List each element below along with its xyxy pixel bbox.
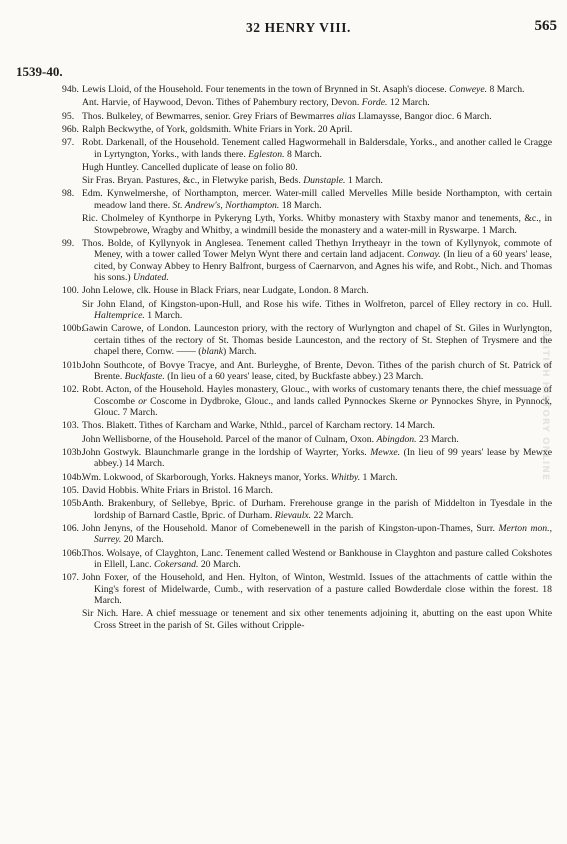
calendar-entry bbox=[0, 608, 567, 631]
entry-text: John Gostwyk. Blaunchmarle grange in the lordship of Wayrter, Yorks. Mewxe. (In lieu of 99 years' lease by Mewxe abbey.) 14 March. bbox=[82, 446, 552, 470]
entry-text: Thos. Bolde, of Kyllynyok in Anglesea. Tenement called Thethyn Irrytheayr in the town of Kyllynyok, commote of Meney, with a tower called Tower Melyn Wynt there and certain land adjacent. Conway. (In lieu of a 60 years' lease, cited, by Conway Abbey to Henry Balfront, burgess of Caernarvon, and Agnes his wife, and Robt., Nich. and Thomas his sons.) Undated. bbox=[82, 237, 552, 284]
folio-number: 98. bbox=[62, 188, 75, 200]
calendar-entry bbox=[0, 447, 567, 470]
entry-text: Sir Nich. Hare. A chief messuage or tenement and six other tenements adjoining it, abutting on the east upon White Cross Street in the parish of St. Giles without Cripple- bbox=[82, 608, 552, 631]
entry-text: Lewis Lloid, of the Household. Four tenements in the town of Brynned in St. Asaph's diocese. Conweye. 8 March. bbox=[82, 84, 525, 95]
folio-number: 95. bbox=[62, 110, 75, 122]
entry-text: Hugh Huntley. Cancelled duplicate of lease on folio 80. bbox=[82, 161, 298, 173]
calendar-entry bbox=[0, 299, 567, 322]
folio-number bbox=[0, 97, 82, 108]
calendar-entry bbox=[0, 485, 567, 496]
folio-number: 106. bbox=[62, 522, 79, 534]
folio-number: 103. bbox=[62, 420, 79, 432]
entry-text: John Jenyns, of the Household. Manor of Comebenewell in the parish of Kingston-upon-Thames, Surr. Merton mon., Surrey. 20 March. bbox=[82, 522, 552, 546]
entry-text: Sir Fras. Bryan. Pastures, &c., in Fletwyke parish, Beds. Dunstaple. 1 March. bbox=[82, 175, 383, 187]
calendar-entry bbox=[0, 175, 567, 186]
entry-text: Robt. Darkenall, of the Household. Tenement called Hagwormehall in Baldersdale, Yorks., and another called le Cragge in Lyrtyngton, Yorks., with lands there. Egleston. 8 March. bbox=[82, 137, 552, 160]
folio-number: 102. bbox=[62, 384, 79, 396]
calendar-entry bbox=[0, 285, 567, 296]
calendar-entry bbox=[0, 238, 567, 284]
folio-number bbox=[0, 162, 82, 173]
entry-text: Gawin Carowe, of London. Launceston priory, with the rectory of Wurlyngton and chapel of St. Giles in Wurlyngton, certain tithes of the rectory of St. Thomas beside Launceston, and the rectory of St. Stephen of Trysmere and the chapel there, Cornw. —— (blank) March. bbox=[82, 323, 552, 358]
entry-text: Sir John Eland, of Kingston-upon-Hull, and Rose his wife. Tithes in Wolfreton, parcel of Elley rectory in co. Hull. Haltemprice. 1 March. bbox=[82, 298, 552, 322]
folio-number: 105. bbox=[62, 484, 79, 496]
entry-text: John Wellisborne, of the Household. Parcel of the manor of Culnam, Oxon. Abingdon. 23 March. bbox=[82, 433, 459, 445]
calendar-entry bbox=[0, 137, 567, 160]
calendar-entry bbox=[0, 111, 567, 122]
folio-number: 106b. bbox=[62, 547, 84, 559]
folio-number: 103b. bbox=[62, 446, 84, 458]
entry-text: Ric. Cholmeley of Kynthorpe in Pykeryng Lyth, Yorks. Whitby monastery with Staxby manor and tenements, &c., in Stowpebrowe, Wragby and Whitby, a windmill beside the monastery and a water-mill in Ryswarpe. 1 March. bbox=[82, 213, 552, 236]
calendar-entry bbox=[0, 97, 567, 108]
folio-number: 96b. bbox=[62, 123, 79, 135]
folio-number: 104b. bbox=[62, 471, 84, 483]
folio-number: 94b. bbox=[62, 84, 79, 95]
calendar-entry bbox=[0, 420, 567, 431]
calendar-entry bbox=[0, 84, 567, 95]
page-header bbox=[40, 18, 557, 38]
calendar-entry bbox=[0, 213, 567, 236]
page-number: 565 bbox=[534, 18, 557, 34]
calendar-entry bbox=[0, 162, 567, 173]
entry-text: Thos. Blakett. Tithes of Karcham and Warke, Nthld., parcel of Karcham rectory. 14 March. bbox=[82, 420, 435, 432]
entry-text: Wm. Lokwood, of Skarborough, Yorks. Hakneys manor, Yorks. Whitby. 1 March. bbox=[82, 471, 398, 483]
calendar-entry bbox=[0, 124, 567, 135]
calendar-entry bbox=[0, 572, 567, 606]
watermark: BRITISH HISTORY ONLINE bbox=[540, 330, 550, 481]
folio-number: 107. bbox=[62, 572, 79, 584]
entry-text: Anth. Brakenbury, of Sellebye, Bpric. of Durham. Frerehouse grange in the parish of Middelton in Tyesdale in the lordship of Barnard Castle, Bpric. of Durham. Rievaulx. 22 March. bbox=[82, 498, 552, 521]
entry-text: Thos. Wolsaye, of Clayghton, Lanc. Tenement called Westend or Bankhouse in Clayghton and pasture called Cokshotes in Ellell, Lanc. Cokersand. 20 March. bbox=[82, 547, 552, 571]
entry-text: Ralph Beckwythe, of York, goldsmith. White Friars in York. 20 April. bbox=[82, 123, 353, 135]
entry-text: Robt. Acton, of the Household. Hayles monastery, Glouc., with works of customary tenants there, the chief messuage of Coscombe or Coscome in Dydbroke, Glouc., and lands called Pynnockes Skerne or Pynnockes Shyre, in Pynnock, Glouc. 7 March. bbox=[82, 384, 552, 419]
calendar-entry bbox=[0, 523, 567, 546]
entry-text: Edm. Kynwelmershe, of Northampton, mercer. Water-mill called Mervelles Mille beside Northampton, with certain meadow land there. St. Andrew's, Northampton. 18 March. bbox=[82, 188, 552, 211]
folio-number: 100. bbox=[62, 285, 79, 297]
entry-text: Ant. Harvie, of Haywood, Devon. Tithes of Pahembury rectory, Devon. Forde. 12 March. bbox=[82, 97, 430, 109]
calendar-entry bbox=[0, 384, 567, 418]
calendar-entry bbox=[0, 188, 567, 211]
entry-text: David Hobbis. White Friars in Bristol. 16 March. bbox=[82, 484, 273, 496]
folio-number bbox=[0, 608, 82, 631]
folio-number: 99. bbox=[62, 237, 75, 249]
calendar-entries bbox=[0, 84, 567, 633]
calendar-entry bbox=[0, 548, 567, 571]
entry-text: John Lelowe, clk. House in Black Friars, near Ludgate, London. 8 March. bbox=[82, 285, 369, 297]
folio-number bbox=[0, 213, 82, 236]
entry-text: John Foxer, of the Household, and Hen. Hylton, of Winton, Westmld. Issues of the attachments of cattle within the King's forest of Midelwarde, Cumb., with reservation of a pasture called Bowderdale close within the forest. 18 March. bbox=[82, 572, 552, 607]
folio-number bbox=[0, 434, 82, 445]
folio-number: 101b. bbox=[62, 359, 84, 371]
running-title: 32 HENRY VIII. bbox=[245, 20, 352, 35]
year-heading: 1539-40. bbox=[16, 64, 63, 79]
calendar-entry bbox=[0, 360, 567, 383]
folio-number: 100b. bbox=[62, 323, 84, 335]
entry-text: John Southcote, of Bovye Tracye, and Ant. Burleyghe, of Brente, Devon. Tithes of the parish church of St. Patrick of Brente. Buckfaste. (In lieu of a 60 years' lease, cited, by Buckfaste abbey.) 23 March. bbox=[82, 359, 552, 382]
entry-text: Thos. Bulkeley, of Bewmarres, senior. Grey Friars of Bewmarres alias Llamaysse, Bangor dioc. 6 March. bbox=[82, 110, 492, 122]
calendar-entry bbox=[0, 434, 567, 445]
folio-number: 97. bbox=[62, 137, 75, 149]
calendar-entry bbox=[0, 498, 567, 521]
folio-number bbox=[0, 299, 82, 322]
folio-number: 105b. bbox=[62, 498, 84, 510]
calendar-entry bbox=[0, 472, 567, 483]
folio-number bbox=[0, 175, 82, 186]
